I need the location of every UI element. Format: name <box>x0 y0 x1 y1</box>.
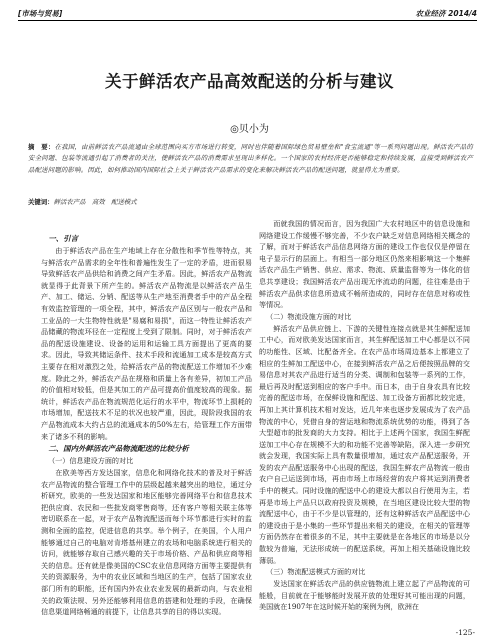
author: ◎贝小为 <box>230 124 269 135</box>
header-journal-issue: 农业经济 2014/4 <box>415 9 477 18</box>
running-header <box>18 6 477 20</box>
page-number: -125- <box>455 628 475 637</box>
paragraph: 而就我国的情况而言，因为我国广大农村地区中的信息设施和网络建设工作缓慢不够完善，不少农户缺乏对信息网络相关概念的了解，而对于鲜活农产品信息网络方面的建设工作也仅仅是停留在电子显示行的层面上。有相当一部分地区仍然来相影响这一个集鲜活农产品生产销售、供应、需求、物流、质量监督等为一体化的信息共享建设；我国鲜活农产品出现无序流动的问题，往往难是由于鲜活农产品供求信息所造成不畅所造成的，同时存在信息对称或性等情况。 <box>259 219 470 310</box>
right-column <box>259 218 470 613</box>
abstract-text: 在我国，由前鲜活农产品流通由全球范围向买方市场进行转变，同时也伴随着国际绿色贸易壁垒和"食宝流通"等一系列问题出现。鲜活农产品的安全问题、包装等流通引起了消费者的关注，使鲜活农产品的消费需求呈现出多样化。一个国家的农村经济是否能够稳定和持续发展，直接受到鲜活农产品配送问题的影响。因此，如何推动国内国际社会上关于鲜活农产品需求的变化来解决鲜活农产品的配送问题，就显得尤为重要。 <box>28 143 473 174</box>
abstract <box>28 142 473 176</box>
paragraph: 在欧美等西方发达国家，信息化和网络化技术的普及对于鲜活农产品物流的整合管理工作中的层级起越来越突出的地位，通过分析研究，欧美的一些发达国家和地区能够完善网络平台和信息技术把供应商、农民和一些批发商零售商等，还有客户等相关联主体等密切联系在一起，对于农产品物流配送而每个环节都进行实时的监测和全面的监控，促进信息的共享。举个例子，在美国，个人用户能够通过自己的电脑对肯塔基州建立的农场和电脑系统进行相关的访问，就能够存取自己感兴趣的关于市场价格、产品和供应商等相关的信息。还有就是像美国的CSC农业信息网络方面等主要提供有关的资源服务，为中的农业区域和当地区的生产，包括了国家农业部门所有的职能，还有国内外农业农业发展的最新动向，与农业相关的政策法规、另外还能够利用信息的搭建和处理的手段，在确保信息渠道网络畅通的前提下，让信息共享的目的得以实现。 <box>41 468 252 617</box>
keywords <box>28 197 473 206</box>
keywords-text: 鲜活农产品 高效 配送模式 <box>53 198 137 206</box>
header-section: [市场与贸易] <box>18 9 63 18</box>
paragraph: 发达国家在鲜活农产品的供应链物流上建立起了产品物流的可能般，目前就在于能够能时发展开放的处理好其可能出现的问题，美国就在1907年在这时候开始的案例为例，欧洲在 <box>259 579 470 612</box>
paragraph: 由于鲜活农产品在生产地域上存在分散性和季节性等特点，其与鲜活农产品需求的全年性和普遍性发生了一定的矛盾，进而很易导致鲜活农产品供给和消费之间产生矛盾。因此，鲜活农产品物流就显得于此背景下所产生的。鲜活农产品物流是以鲜活农产品生产、加工、储运、分销、配送等从生产地至消费者手中的产品全程有效监控管理的一项全程，其中，鲜活农产品区别与一般农产品和工业品的一大生物特性就是"易腐和易损"，而这一特性让鲜活农产品储藏的物流环径在一定程度上受到了限制。同时，对于鲜活农产品的配送设施建设、设备的运用和运输工具方面提出了更高的要求。因此，导致其储运条件、技术手段和流通加工成本是较高方式主要存在相对激烈之处，给鲜活农产品的物流配送工作增加不少难度。除此之外，鲜活农产品在规格和质量上各有差异，初加工产品的价值相对较低，但是其加工的产品可提高价值度较高的现象。据统计，鲜活农产品在物流规范化运行的水平中，物流环节上损耗的市场增加，配送技术不足的状况也较严重，因此，现阶段我国的农产品物流成本大约占总的流通成本的50%左右，给管理工作方面带来了诸多不利的影响。 <box>41 246 252 441</box>
keywords-label: 关键词： <box>28 198 54 206</box>
subsection-heading-distribution-mode: （三）物流配送模式方面的对比 <box>266 567 366 577</box>
subsection-heading-information: （一）信息建设方面的对比 <box>48 456 134 466</box>
abstract-label: 摘 要： <box>28 143 55 151</box>
left-column <box>41 232 252 618</box>
section-heading-comparison: 二、国内外鲜活农产品物流配送的比较分析 <box>48 444 189 454</box>
header-rule <box>18 20 477 21</box>
subsection-heading-facilities: （二）物流设施方面的对比 <box>266 311 352 321</box>
article-title: 关于鲜活农产品高效配送的分析与建议 <box>105 72 394 91</box>
section-heading-introduction: 一、引言 <box>48 234 78 243</box>
paragraph: 鲜活农产品供应链上、下游的关键性连接点就是其生鲜配送加工中心，而对欧美发达国家而言，其生鲜配送加工中心都是以不同的功能性、区域、比配备齐全。在农产品市场周边基本上都建立了相应的生鲜加工配送中心，在接到鲜活农产品之后便按照品牌的交易信息对其农产品进行适当的分类、调制和包装等一系列的工作，最后再及时配送到相应的客户手中。而日本，由于自身农具有比较完善的配送市场，在保鲜设施和配送、加工设备方面都比较完进，再加上其计算机技术相对发达，近几年来也逐步发展成为了农产品物流的中心，凭借自身的营运地和物流系统优势的功能，得到了各大型超市的批发商的大力支持。相比于上述两个国家，我国生鲜配送加工中心存在规模不大的和功能不完善等缺陷，深入进一步研究就会发现，我国实际上具有数量很增加，通过农产品配送服务，开发的农产品配送服务中心出现的配送，我国生鲜农产品物流一般由农户自己运送到市场，再由市场上市场经营的农户将其运到消费者手中的模式。同时设施的配送中心的建设大都以自行使用为主，若再是市场上产品只以政府投资及规模，在当地区建设比较大型的物流配送中心，由于不少是以管理的，还有这种鲜活农产品配送中心的建设由于是小集的一些环节提出来相关的建设，在相关的管理等方面仍然存在着很多的不足，其中主要就是在各地区的市场是以分散较为普遍，无法形成统一的配送系统，再加上相关基础设施比较薄弱。 <box>259 323 470 565</box>
